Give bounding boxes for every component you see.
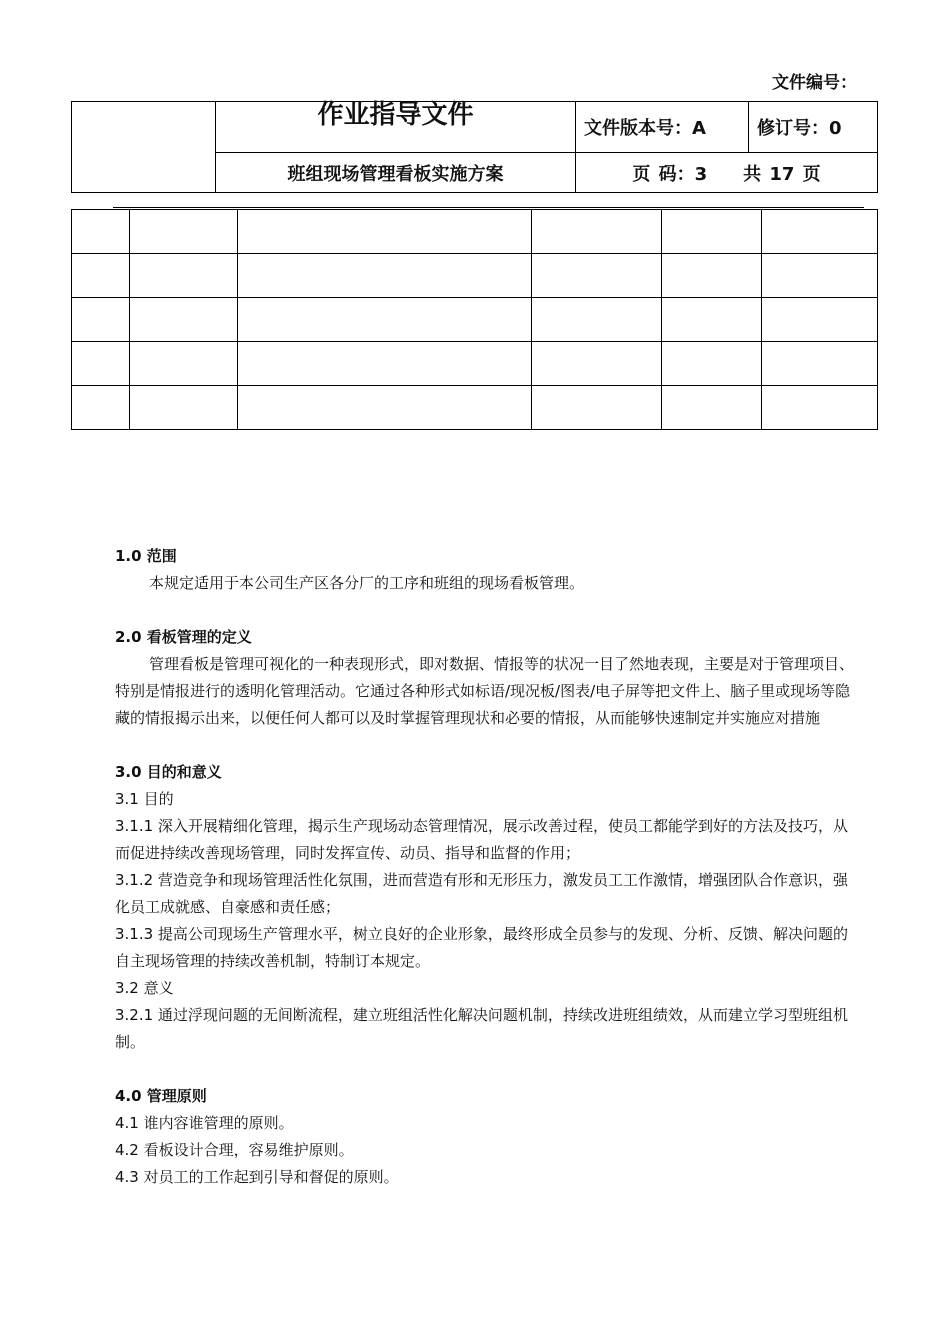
table-row [72,342,878,386]
page-number: 页 码：3 共 17 页 [576,153,878,193]
section-heading-purpose: 3.0 目的和意义 [115,763,222,781]
subsection-significance: 3.2 意义 [115,979,174,997]
table-row [72,254,878,298]
section-heading-principles: 4.0 管理原则 [115,1087,207,1105]
purpose-item-3: 3.1.3 提高公司现场生产管理水平，树立良好的企业形象，最终形成全员参与的发现、分析、反馈、解决问题的自主现场管理的持续改善机制，特制订本规定。 [115,925,848,970]
definition-paragraph: 管理看板是管理可视化的一种表现形式，即对数据、情报等的状况一目了然地表现，主要是对于管理项目、特别是情报进行的透明化管理活动。它通过各种形式如标语/现况板/图表/电子屏等把文件上、脑子里或现场等隐藏的情报揭示出来，以便任何人都可以及时掌握管理现状和必要的情报，从而能够快速制定并实施应对措施 [115,655,855,727]
scope-paragraph: 本规定适用于本公司生产区各分厂的工序和班组的现场看板管理。 [149,574,585,592]
header-rule [113,207,864,208]
principle-item-1: 4.1 谁内容谁管理的原则。 [115,1114,294,1132]
subsection-purpose: 3.1 目的 [115,790,174,808]
document-body [115,543,857,1191]
revision-number: 修订号：0 [749,102,878,153]
purpose-item-1: 3.1.1 深入开展精细化管理，揭示生产现场动态管理情况，展示改善过程，使员工都能学到好的方法及技巧，从而促进持续改善现场管理，同时发挥宣传、动员、指导和监督的作用； [115,817,848,862]
principle-item-3: 4.3 对员工的工作起到引导和督促的原则。 [115,1168,399,1186]
document-title: 作业指导文件 [216,102,576,153]
principle-item-2: 4.2 看板设计合理，容易维护原则。 [115,1141,354,1159]
purpose-item-2: 3.1.2 营造竞争和现场管理活性化氛围，进而营造有形和无形压力，激发员工工作激情，增强团队合作意识，强化员工成就感、自豪感和责任感； [115,871,848,916]
document-header-table [71,101,878,193]
revision-record-table [71,209,878,430]
document-subtitle: 班组现场管理看板实施方案 [216,153,576,193]
logo-cell [72,102,216,193]
section-heading-scope: 1.0 范围 [115,547,177,565]
document-number-label: 文件编号： [772,73,857,93]
section-heading-definition: 2.0 看板管理的定义 [115,628,252,646]
version-number: 文件版本号：A [576,102,749,153]
significance-item-1: 3.2.1 通过浮现问题的无间断流程，建立班组活性化解决问题机制，持续改进班组绩效，从而建立学习型班组机制。 [115,1006,848,1051]
table-row [72,386,878,430]
table-row [72,210,878,254]
table-row [72,298,878,342]
